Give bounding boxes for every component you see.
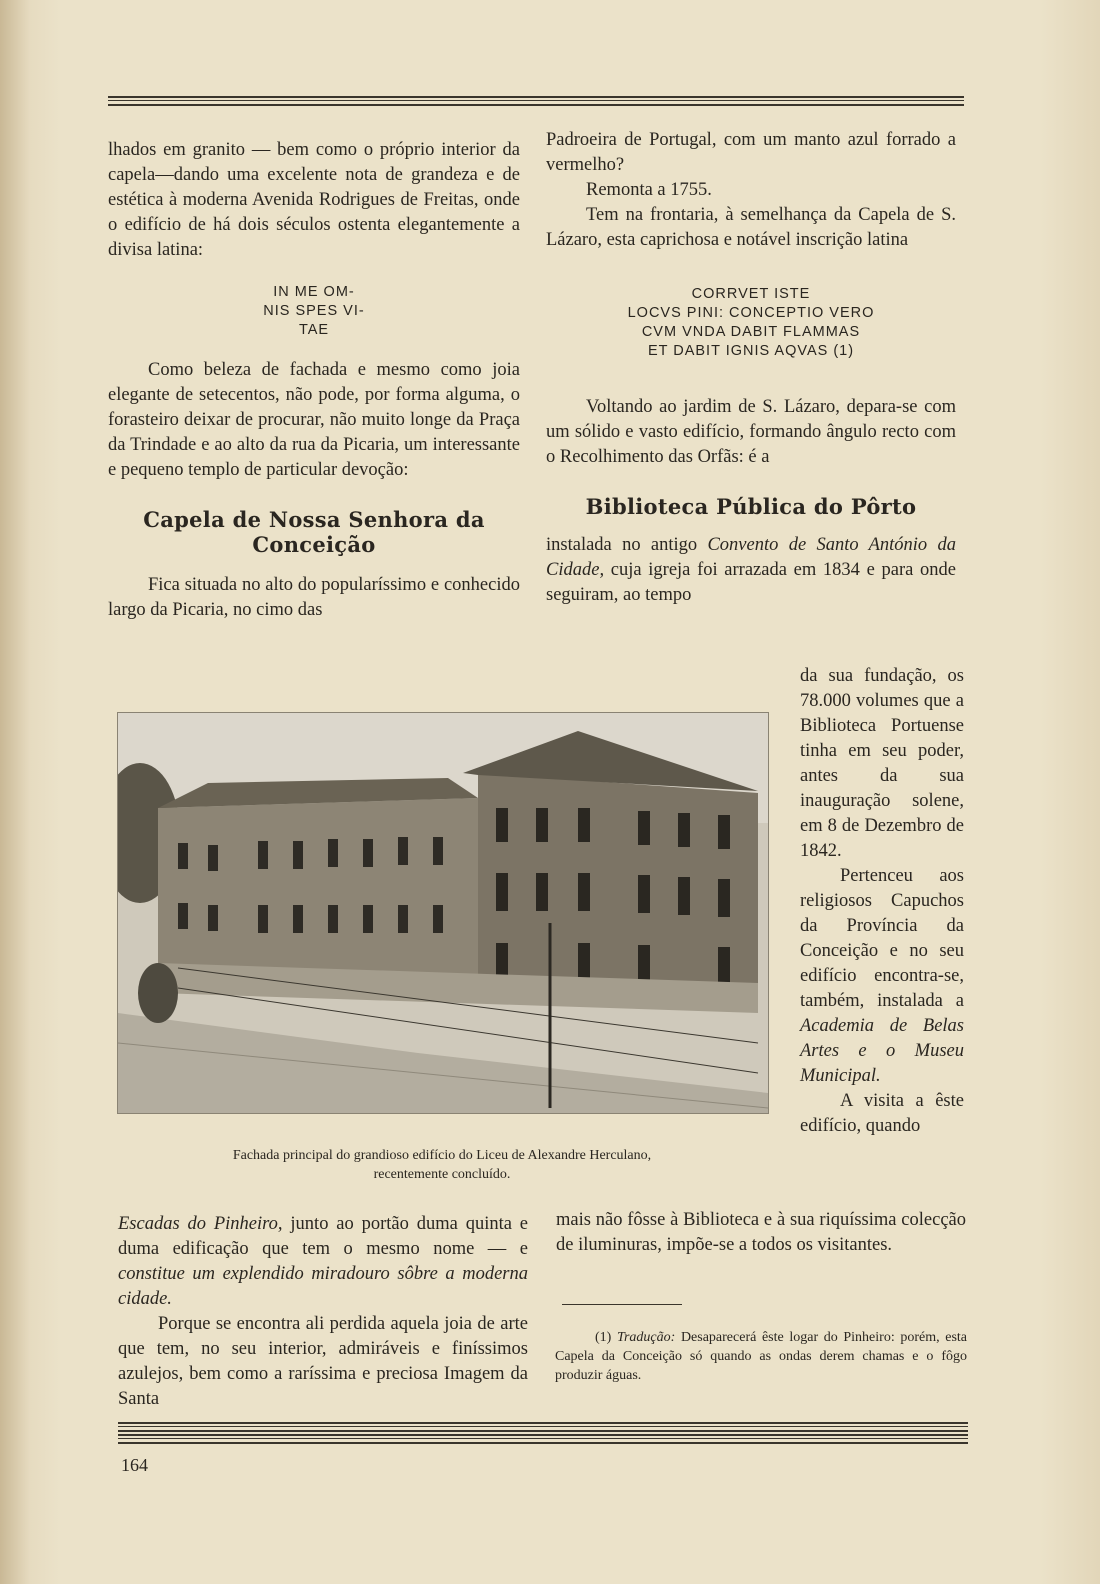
latin-line: LOCVS PINI: CONCEPTIO VERO (627, 305, 875, 321)
right-paragraph-2: Remonta a 1755. (586, 180, 712, 200)
footnote (555, 1328, 967, 1385)
italic-span: Convento de Santo António da Cidade, (546, 535, 957, 580)
left-paragraph-2: Como beleza de fachada e mesmo como joia elegante de setecentos, não pode, por forma alguma, o forasteiro deixar de procurar, não muito longe da Praça da Trindade e ao alto da rua da Picaria, um interessante e pequeno templo de particular devoção: (108, 360, 520, 480)
right-paragraph-5 (546, 533, 956, 608)
footnote-label: Tradução: (616, 1330, 676, 1345)
left-paragraph-5: Porque se encontra ali perdida aquela joia de arte que tem, no seu interior, admiráveis e finíssimos azulejos, bem como a raríssima e preciosa Imagem da Santa (118, 1314, 528, 1409)
narrow-paragraph-2 (800, 864, 964, 1089)
photo-caption (117, 1146, 767, 1184)
bottom-rule-2 (118, 1434, 968, 1444)
building-illustration (118, 713, 768, 1113)
latin-line: NIS SPES VI- (263, 303, 365, 319)
heading-biblioteca: Biblioteca Pública do Pôrto (585, 494, 917, 519)
right-column-bottom (556, 1208, 966, 1258)
italic-span: constitue um explendido miradouro sôbre a moderna cidade. (118, 1264, 528, 1309)
left-column-bottom (118, 1212, 528, 1412)
right-paragraph-3: Tem na frontaria, à semelhança da Capela de S. Lázaro, esta caprichosa e notável inscrição latina (546, 205, 956, 250)
heading-capela: Capela de Nossa Senhora da Conceição (143, 507, 485, 557)
latin-line: TAE (298, 322, 330, 338)
left-paragraph-1: lhados em granito — bem como o próprio interior da capela—dando uma excelente nota de grandeza e de estética à moderna Avenida Rodrigues de Freitas, onde o edifício de há dois séculos ostenta elegantemente a divisa latina: (108, 140, 520, 260)
text-span: cuja igreja foi arrazada em 1834 e para onde seguiram, ao tempo (546, 560, 956, 605)
latin-line: CVM VNDA DABIT FLAMMAS (641, 324, 861, 340)
text-span: instalada no antigo (546, 535, 708, 555)
bottom-rule (118, 1422, 968, 1432)
page-number: 164 (121, 1455, 148, 1475)
right-narrow-column (800, 664, 964, 1139)
latin-line: IN ME OM- (273, 284, 355, 300)
text-span: Pertenceu aos religiosos Capuchos da Província da Conceição e no seu edifício encontra-se, também, instalada a (800, 866, 964, 1011)
caption-line-1: Fachada principal do grandioso edifício do Liceu de Alexandre Herculano, (232, 1148, 652, 1163)
latin-line: ET DABIT IGNIS AQVAS (1) (647, 343, 855, 359)
top-rule (108, 96, 964, 106)
right-paragraph-6: mais não fôsse à Biblioteca e à sua riquíssima colecção de iluminuras, impõe-se a todos os visitantes. (556, 1210, 966, 1255)
caption-line-2: recentemente concluído. (373, 1167, 511, 1182)
footnote-rule (562, 1304, 682, 1305)
latin-line: CORRVET ISTE (691, 286, 811, 302)
right-latin-inscription (546, 285, 956, 361)
left-paragraph-4 (118, 1212, 528, 1312)
footnote-text: Desaparecerá êste logar do Pinheiro: porém, esta Capela da Conceição só quando as ondas derem chamas e o fôgo produzir águas. (555, 1330, 968, 1383)
right-paragraph-1: Padroeira de Portugal, com um manto azul forrado a vermelho? (546, 130, 956, 175)
footnote-marker: (1) (595, 1330, 612, 1345)
right-paragraph-4: Voltando ao jardim de S. Lázaro, depara-se com um sólido e vasto edifício, formando ângulo recto com o Recolhimento das Orfãs: é a (546, 397, 956, 467)
left-paragraph-3: Fica situada no alto do popularíssimo e conhecido largo da Picaria, no cimo das (108, 575, 520, 620)
text-span: junto ao portão duma quinta e duma edificação que tem o mesmo nome — e (118, 1214, 529, 1259)
left-column-top (108, 138, 520, 623)
italic-span: Escadas do Pinheiro, (118, 1214, 283, 1234)
narrow-paragraph-1: da sua fundação, os 78.000 volumes que a Biblioteca Portuense tinha em seu poder, antes da sua inauguração solene, em 8 de Dezembro de 1842. (800, 666, 964, 861)
right-column-top (546, 128, 956, 608)
italic-span: Academia de Belas Artes e o Museu Municipal. (800, 1016, 964, 1086)
liceu-photo (117, 712, 769, 1114)
narrow-paragraph-3: A visita a êste edifício, quando (800, 1091, 964, 1136)
left-latin-motto (108, 283, 520, 340)
